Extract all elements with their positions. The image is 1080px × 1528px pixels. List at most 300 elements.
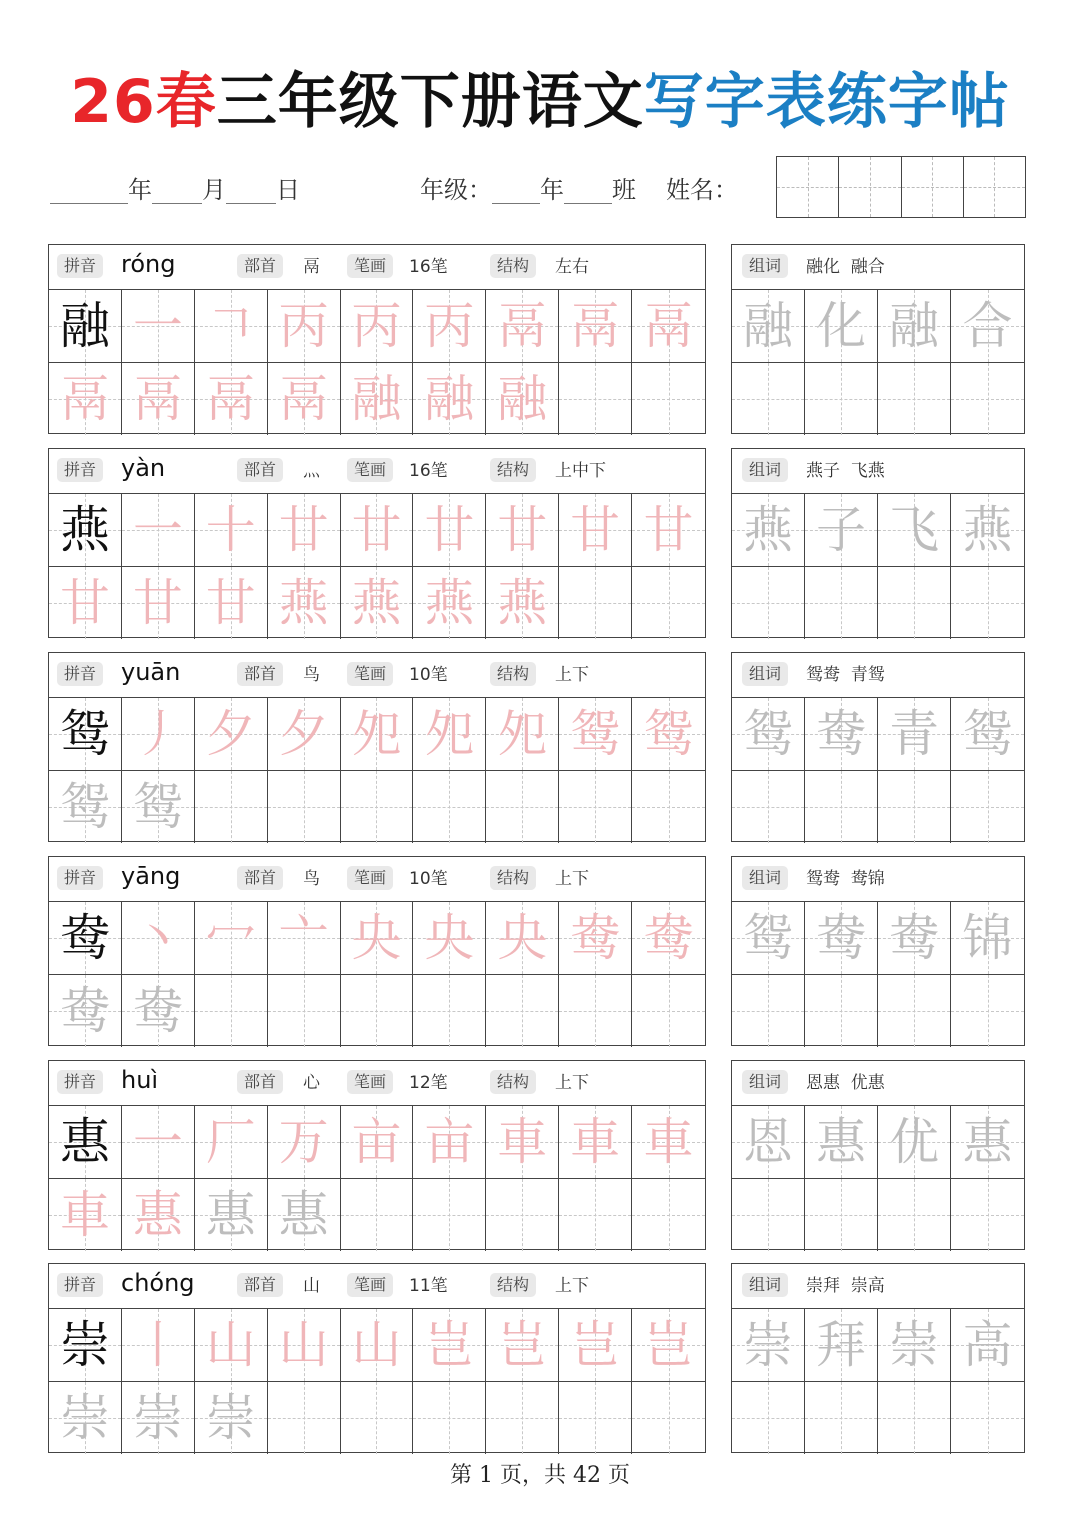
writing-cell[interactable]	[195, 1309, 268, 1382]
writing-cell[interactable]	[122, 1106, 195, 1179]
word-character: 惠	[962, 1113, 1013, 1171]
word-writing-grid[interactable]	[732, 290, 1024, 435]
writing-cell[interactable]	[341, 975, 414, 1047]
word-character: 锦	[962, 909, 1013, 967]
word-cell[interactable]	[878, 290, 951, 363]
name-cell[interactable]	[777, 157, 839, 217]
word-cell[interactable]	[878, 363, 951, 435]
writing-cell[interactable]	[559, 698, 632, 771]
writing-cell[interactable]	[268, 494, 341, 567]
word-cell[interactable]	[951, 1382, 1024, 1454]
writing-cell[interactable]	[195, 975, 268, 1047]
name-writing-grid[interactable]	[776, 156, 1026, 218]
word-cell[interactable]	[732, 771, 805, 843]
month-label: 月	[202, 176, 226, 204]
strokes-value: 10笔	[409, 869, 448, 889]
writing-cell[interactable]	[49, 902, 122, 975]
year-blank[interactable]	[50, 175, 128, 204]
word-character: 崇	[743, 1316, 793, 1374]
words-info-row	[732, 245, 1024, 290]
writing-cell[interactable]	[486, 290, 559, 363]
word-cell[interactable]	[732, 363, 805, 435]
radical-value: 灬	[303, 461, 320, 481]
writing-cell[interactable]	[195, 902, 268, 975]
writing-cell[interactable]	[559, 363, 632, 435]
model-character: 惠	[59, 1113, 110, 1171]
writing-cell[interactable]	[341, 698, 414, 771]
writing-cell[interactable]	[195, 363, 268, 435]
writing-cell[interactable]	[195, 1382, 268, 1454]
stroke-order-character: 甘	[132, 574, 183, 632]
stroke-order-character: 鬲	[132, 370, 183, 428]
words-info-row	[732, 1061, 1024, 1106]
word-cell[interactable]	[732, 698, 805, 771]
writing-cell[interactable]	[559, 771, 632, 843]
word-cell[interactable]	[732, 1106, 805, 1179]
writing-cell[interactable]	[632, 363, 705, 435]
word-cell[interactable]	[878, 1382, 951, 1454]
stroke-order-character: 惠	[278, 1186, 329, 1244]
stroke-order-character: 融	[424, 370, 475, 428]
writing-cell[interactable]	[268, 363, 341, 435]
word-cell[interactable]	[805, 1179, 878, 1251]
writing-grid[interactable]	[49, 1309, 705, 1454]
stroke-order-character: 夗	[497, 705, 548, 763]
word-cell[interactable]	[951, 1179, 1024, 1251]
writing-cell[interactable]	[559, 1309, 632, 1382]
pinyin-tag: 拼音	[57, 458, 103, 482]
writing-cell[interactable]	[268, 698, 341, 771]
writing-cell[interactable]	[559, 902, 632, 975]
pinyin-tag: 拼音	[57, 866, 103, 890]
stroke-order-character: 厂	[205, 1113, 256, 1171]
stroke-order-character: 山	[351, 1316, 402, 1374]
day-blank[interactable]	[226, 175, 276, 204]
name-label: 姓名：	[666, 176, 738, 204]
stroke-order-character: 央	[424, 909, 475, 967]
char-practice-block	[48, 244, 706, 434]
word-cell[interactable]	[732, 902, 805, 975]
word-practice-block	[731, 856, 1025, 1046]
word-cell[interactable]	[878, 902, 951, 975]
name-cell[interactable]	[964, 157, 1025, 217]
word-cell[interactable]	[951, 1106, 1024, 1179]
stroke-order-character: 鸳	[59, 778, 110, 836]
word-cell[interactable]	[878, 771, 951, 843]
word-cell[interactable]	[732, 975, 805, 1047]
radical-value: 山	[303, 1276, 320, 1296]
name-cell[interactable]	[839, 157, 901, 217]
words-tag: 组词	[742, 1273, 788, 1297]
stroke-order-character: 万	[278, 1113, 329, 1171]
word-writing-grid[interactable]	[732, 494, 1024, 639]
word-character: 融	[743, 297, 793, 355]
word-character: 飞	[889, 501, 939, 559]
writing-cell[interactable]	[486, 494, 559, 567]
stroke-order-character: 鬲	[205, 370, 256, 428]
word-cell[interactable]	[805, 698, 878, 771]
stroke-order-character: 甘	[643, 501, 694, 559]
writing-cell[interactable]	[49, 975, 122, 1047]
words-info-row	[732, 653, 1024, 698]
word-cell[interactable]	[951, 698, 1024, 771]
writing-cell[interactable]	[341, 494, 414, 567]
strokes-value: 12笔	[409, 1073, 448, 1093]
words-tag: 组词	[742, 458, 788, 482]
pinyin-value: yuān	[121, 658, 181, 686]
word-writing-grid[interactable]	[732, 1309, 1024, 1454]
stroke-order-character: 鬲	[570, 297, 621, 355]
char-info-row	[49, 245, 705, 290]
stroke-order-character: 鸯	[570, 909, 621, 967]
writing-cell[interactable]	[632, 1106, 705, 1179]
writing-cell[interactable]	[632, 290, 705, 363]
word-cell[interactable]	[805, 975, 878, 1047]
strokes-tag: 笔画	[347, 1273, 393, 1297]
stroke-order-character: 丙	[278, 297, 329, 355]
writing-cell[interactable]	[268, 1179, 341, 1251]
stroke-order-character: 夗	[351, 705, 402, 763]
writing-cell[interactable]	[413, 494, 486, 567]
writing-cell[interactable]	[268, 902, 341, 975]
strokes-tag: 笔画	[347, 254, 393, 278]
stroke-order-character: 車	[570, 1113, 621, 1171]
stroke-order-character: 丨	[132, 1316, 183, 1374]
writing-cell[interactable]	[49, 363, 122, 435]
word-cell[interactable]	[951, 494, 1024, 567]
writing-cell[interactable]	[341, 567, 414, 639]
writing-cell[interactable]	[195, 494, 268, 567]
word-cell[interactable]	[732, 1382, 805, 1454]
stroke-order-character: 車	[643, 1113, 694, 1171]
writing-cell[interactable]	[122, 1382, 195, 1454]
word-writing-grid[interactable]	[732, 1106, 1024, 1251]
writing-grid[interactable]	[49, 698, 705, 843]
writing-cell[interactable]	[341, 1309, 414, 1382]
writing-cell[interactable]	[268, 771, 341, 843]
stroke-order-character: 鸯	[643, 909, 694, 967]
writing-cell[interactable]	[341, 363, 414, 435]
writing-cell[interactable]	[341, 771, 414, 843]
writing-cell[interactable]	[632, 975, 705, 1047]
writing-cell[interactable]	[559, 567, 632, 639]
stroke-order-character: 山	[205, 1316, 256, 1374]
stroke-order-character: 融	[351, 370, 402, 428]
word-cell[interactable]	[732, 290, 805, 363]
char-practice-block	[48, 1060, 706, 1250]
writing-cell[interactable]	[413, 1309, 486, 1382]
writing-cell[interactable]	[559, 494, 632, 567]
writing-cell[interactable]	[413, 1179, 486, 1251]
writing-cell[interactable]	[413, 1106, 486, 1179]
writing-cell[interactable]	[341, 1106, 414, 1179]
stroke-order-character: 一	[132, 1113, 183, 1171]
stroke-order-character: 冖	[205, 909, 256, 967]
pinyin-tag: 拼音	[57, 662, 103, 686]
stroke-order-character: 車	[59, 1186, 110, 1244]
word-cell[interactable]	[951, 975, 1024, 1047]
writing-cell[interactable]	[486, 567, 559, 639]
word-cell[interactable]	[878, 567, 951, 639]
pinyin-value: chóng	[121, 1269, 195, 1297]
radical-tag: 部首	[237, 1273, 283, 1297]
word-cell[interactable]	[878, 1106, 951, 1179]
writing-cell[interactable]	[486, 698, 559, 771]
writing-cell[interactable]	[122, 1179, 195, 1251]
writing-cell[interactable]	[195, 698, 268, 771]
word-cell[interactable]	[951, 567, 1024, 639]
writing-cell[interactable]	[268, 975, 341, 1047]
word-cell[interactable]	[951, 902, 1024, 975]
radical-tag: 部首	[237, 458, 283, 482]
writing-cell[interactable]	[413, 698, 486, 771]
char-info-row	[49, 857, 705, 902]
writing-cell[interactable]	[486, 975, 559, 1047]
word-writing-grid[interactable]	[732, 902, 1024, 1047]
char-info-row	[49, 1061, 705, 1106]
stroke-order-character: 廿	[278, 501, 329, 559]
writing-cell[interactable]	[341, 1179, 414, 1251]
stroke-order-character: 崇	[132, 1389, 183, 1447]
writing-cell[interactable]	[413, 1382, 486, 1454]
writing-grid[interactable]	[49, 290, 705, 435]
stroke-order-character: 甘	[570, 501, 621, 559]
word-cell[interactable]	[951, 290, 1024, 363]
writing-cell[interactable]	[49, 1309, 122, 1382]
grade-blank[interactable]	[492, 175, 540, 204]
stroke-order-character: 岂	[570, 1316, 621, 1374]
word-cell[interactable]	[878, 494, 951, 567]
word-character: 优	[889, 1113, 939, 1171]
word-cell[interactable]	[951, 771, 1024, 843]
writing-cell[interactable]	[49, 698, 122, 771]
stroke-order-character: 惠	[132, 1186, 183, 1244]
writing-cell[interactable]	[268, 1382, 341, 1454]
stroke-order-character: 鸯	[132, 982, 183, 1040]
writing-cell[interactable]	[632, 771, 705, 843]
writing-cell[interactable]	[268, 567, 341, 639]
year-label: 年	[128, 176, 152, 204]
word-cell[interactable]	[878, 698, 951, 771]
class-label: 班	[612, 176, 636, 204]
stroke-order-character: 丙	[351, 297, 402, 355]
writing-grid[interactable]	[49, 902, 705, 1047]
writing-cell[interactable]	[49, 1382, 122, 1454]
word-cell[interactable]	[951, 363, 1024, 435]
writing-cell[interactable]	[632, 494, 705, 567]
stroke-order-character: 丶	[132, 909, 183, 967]
writing-cell[interactable]	[268, 290, 341, 363]
stroke-order-character: 廿	[497, 501, 548, 559]
writing-cell[interactable]	[49, 1106, 122, 1179]
writing-cell[interactable]	[632, 698, 705, 771]
writing-cell[interactable]	[195, 290, 268, 363]
writing-cell[interactable]	[122, 494, 195, 567]
title-part1: 26春	[70, 67, 217, 137]
word-cell[interactable]	[805, 902, 878, 975]
writing-cell[interactable]	[195, 567, 268, 639]
strokes-value: 11笔	[409, 1276, 448, 1296]
structure-tag: 结构	[490, 1273, 536, 1297]
writing-cell[interactable]	[49, 1179, 122, 1251]
words-info-row	[732, 1264, 1024, 1309]
word-character: 鸯	[816, 909, 866, 967]
word-cell[interactable]	[805, 290, 878, 363]
radical-value: 鸟	[303, 665, 320, 685]
writing-cell[interactable]	[268, 1309, 341, 1382]
writing-cell[interactable]	[122, 771, 195, 843]
word-cell[interactable]	[878, 1309, 951, 1382]
writing-cell[interactable]	[486, 1382, 559, 1454]
stroke-order-character: 燕	[278, 574, 329, 632]
writing-cell[interactable]	[195, 771, 268, 843]
word-cell[interactable]	[878, 1179, 951, 1251]
stroke-order-character: 車	[497, 1113, 548, 1171]
writing-cell[interactable]	[413, 975, 486, 1047]
writing-cell[interactable]	[632, 902, 705, 975]
word-character: 鸯	[816, 705, 866, 763]
char-practice-block	[48, 448, 706, 638]
word-cell[interactable]	[951, 1309, 1024, 1382]
stroke-order-character: 燕	[497, 574, 548, 632]
name-cell[interactable]	[902, 157, 964, 217]
word-character: 鸳	[962, 705, 1013, 763]
word-cell[interactable]	[732, 1309, 805, 1382]
stroke-order-character: 燕	[351, 574, 402, 632]
writing-cell[interactable]	[122, 975, 195, 1047]
writing-cell[interactable]	[559, 1179, 632, 1251]
word-cell[interactable]	[805, 567, 878, 639]
word-cell[interactable]	[805, 1106, 878, 1179]
writing-cell[interactable]	[559, 290, 632, 363]
word-character: 合	[962, 297, 1013, 355]
title-part3: 写字表练字帖	[643, 67, 1010, 137]
writing-cell[interactable]	[341, 1382, 414, 1454]
writing-cell[interactable]	[632, 567, 705, 639]
stroke-order-character: 廿	[351, 501, 402, 559]
structure-tag: 结构	[490, 254, 536, 278]
writing-cell[interactable]	[49, 771, 122, 843]
word-practice-block	[731, 1263, 1025, 1453]
words-value: 恩惠 优惠	[806, 1073, 885, 1093]
writing-cell[interactable]	[49, 567, 122, 639]
writing-cell[interactable]	[632, 1179, 705, 1251]
word-cell[interactable]	[805, 1309, 878, 1382]
stroke-order-character: 央	[497, 909, 548, 967]
writing-grid[interactable]	[49, 494, 705, 639]
structure-value: 左右	[555, 257, 589, 277]
writing-cell[interactable]	[49, 494, 122, 567]
writing-grid[interactable]	[49, 1106, 705, 1251]
writing-cell[interactable]	[486, 363, 559, 435]
writing-cell[interactable]	[632, 1309, 705, 1382]
class-blank[interactable]	[564, 175, 612, 204]
writing-cell[interactable]	[632, 1382, 705, 1454]
word-character: 子	[816, 501, 866, 559]
word-cell[interactable]	[878, 975, 951, 1047]
stroke-order-character: 鸳	[570, 705, 621, 763]
word-cell[interactable]	[732, 567, 805, 639]
word-character: 恩	[743, 1113, 793, 1171]
model-character: 鸯	[59, 909, 110, 967]
writing-cell[interactable]	[122, 567, 195, 639]
stroke-order-character: 亩	[424, 1113, 475, 1171]
stroke-order-character: 鬲	[497, 297, 548, 355]
day-label: 日	[276, 176, 300, 204]
radical-tag: 部首	[237, 662, 283, 686]
word-writing-grid[interactable]	[732, 698, 1024, 843]
writing-cell[interactable]	[559, 1382, 632, 1454]
char-info-row	[49, 653, 705, 698]
stroke-order-character: 一	[132, 297, 183, 355]
writing-cell[interactable]	[413, 363, 486, 435]
structure-value: 上下	[555, 1073, 589, 1093]
word-cell[interactable]	[805, 1382, 878, 1454]
strokes-tag: 笔画	[347, 662, 393, 686]
writing-cell[interactable]	[341, 290, 414, 363]
writing-cell[interactable]	[413, 290, 486, 363]
writing-cell[interactable]	[195, 1179, 268, 1251]
stroke-order-character: 十	[205, 501, 256, 559]
strokes-tag: 笔画	[347, 458, 393, 482]
writing-cell[interactable]	[49, 290, 122, 363]
writing-cell[interactable]	[413, 771, 486, 843]
char-practice-block	[48, 856, 706, 1046]
writing-cell[interactable]	[486, 1179, 559, 1251]
writing-cell[interactable]	[486, 902, 559, 975]
writing-cell[interactable]	[195, 1106, 268, 1179]
word-practice-block	[731, 1060, 1025, 1250]
writing-cell[interactable]	[122, 363, 195, 435]
words-value: 融化 融合	[806, 257, 885, 277]
model-character: 鸳	[59, 705, 110, 763]
words-info-row	[732, 449, 1024, 494]
grade-year-label: 年	[540, 176, 564, 204]
writing-cell[interactable]	[122, 698, 195, 771]
writing-cell[interactable]	[559, 1106, 632, 1179]
strokes-value: 16笔	[409, 461, 448, 481]
word-cell[interactable]	[805, 771, 878, 843]
month-blank[interactable]	[152, 175, 202, 204]
structure-value: 上下	[555, 869, 589, 889]
char-info-row	[49, 449, 705, 494]
words-value: 鸳鸯 青鸳	[806, 665, 885, 685]
writing-cell[interactable]	[413, 567, 486, 639]
writing-cell[interactable]	[486, 771, 559, 843]
writing-cell[interactable]	[486, 1309, 559, 1382]
writing-cell[interactable]	[413, 902, 486, 975]
writing-cell[interactable]	[486, 1106, 559, 1179]
title-part2: 三年级下册语文	[216, 67, 644, 137]
word-character: 崇	[889, 1316, 939, 1374]
word-cell[interactable]	[732, 1179, 805, 1251]
stroke-order-character: 甘	[59, 574, 110, 632]
writing-cell[interactable]	[341, 902, 414, 975]
structure-tag: 结构	[490, 662, 536, 686]
writing-cell[interactable]	[122, 902, 195, 975]
writing-cell[interactable]	[122, 1309, 195, 1382]
radical-value: 心	[303, 1073, 320, 1093]
word-cell[interactable]	[805, 363, 878, 435]
word-cell[interactable]	[805, 494, 878, 567]
word-cell[interactable]	[732, 494, 805, 567]
words-tag: 组词	[742, 254, 788, 278]
word-character: 鸳	[743, 705, 793, 763]
writing-cell[interactable]	[122, 290, 195, 363]
word-practice-block	[731, 652, 1025, 842]
writing-cell[interactable]	[268, 1106, 341, 1179]
writing-cell[interactable]	[559, 975, 632, 1047]
